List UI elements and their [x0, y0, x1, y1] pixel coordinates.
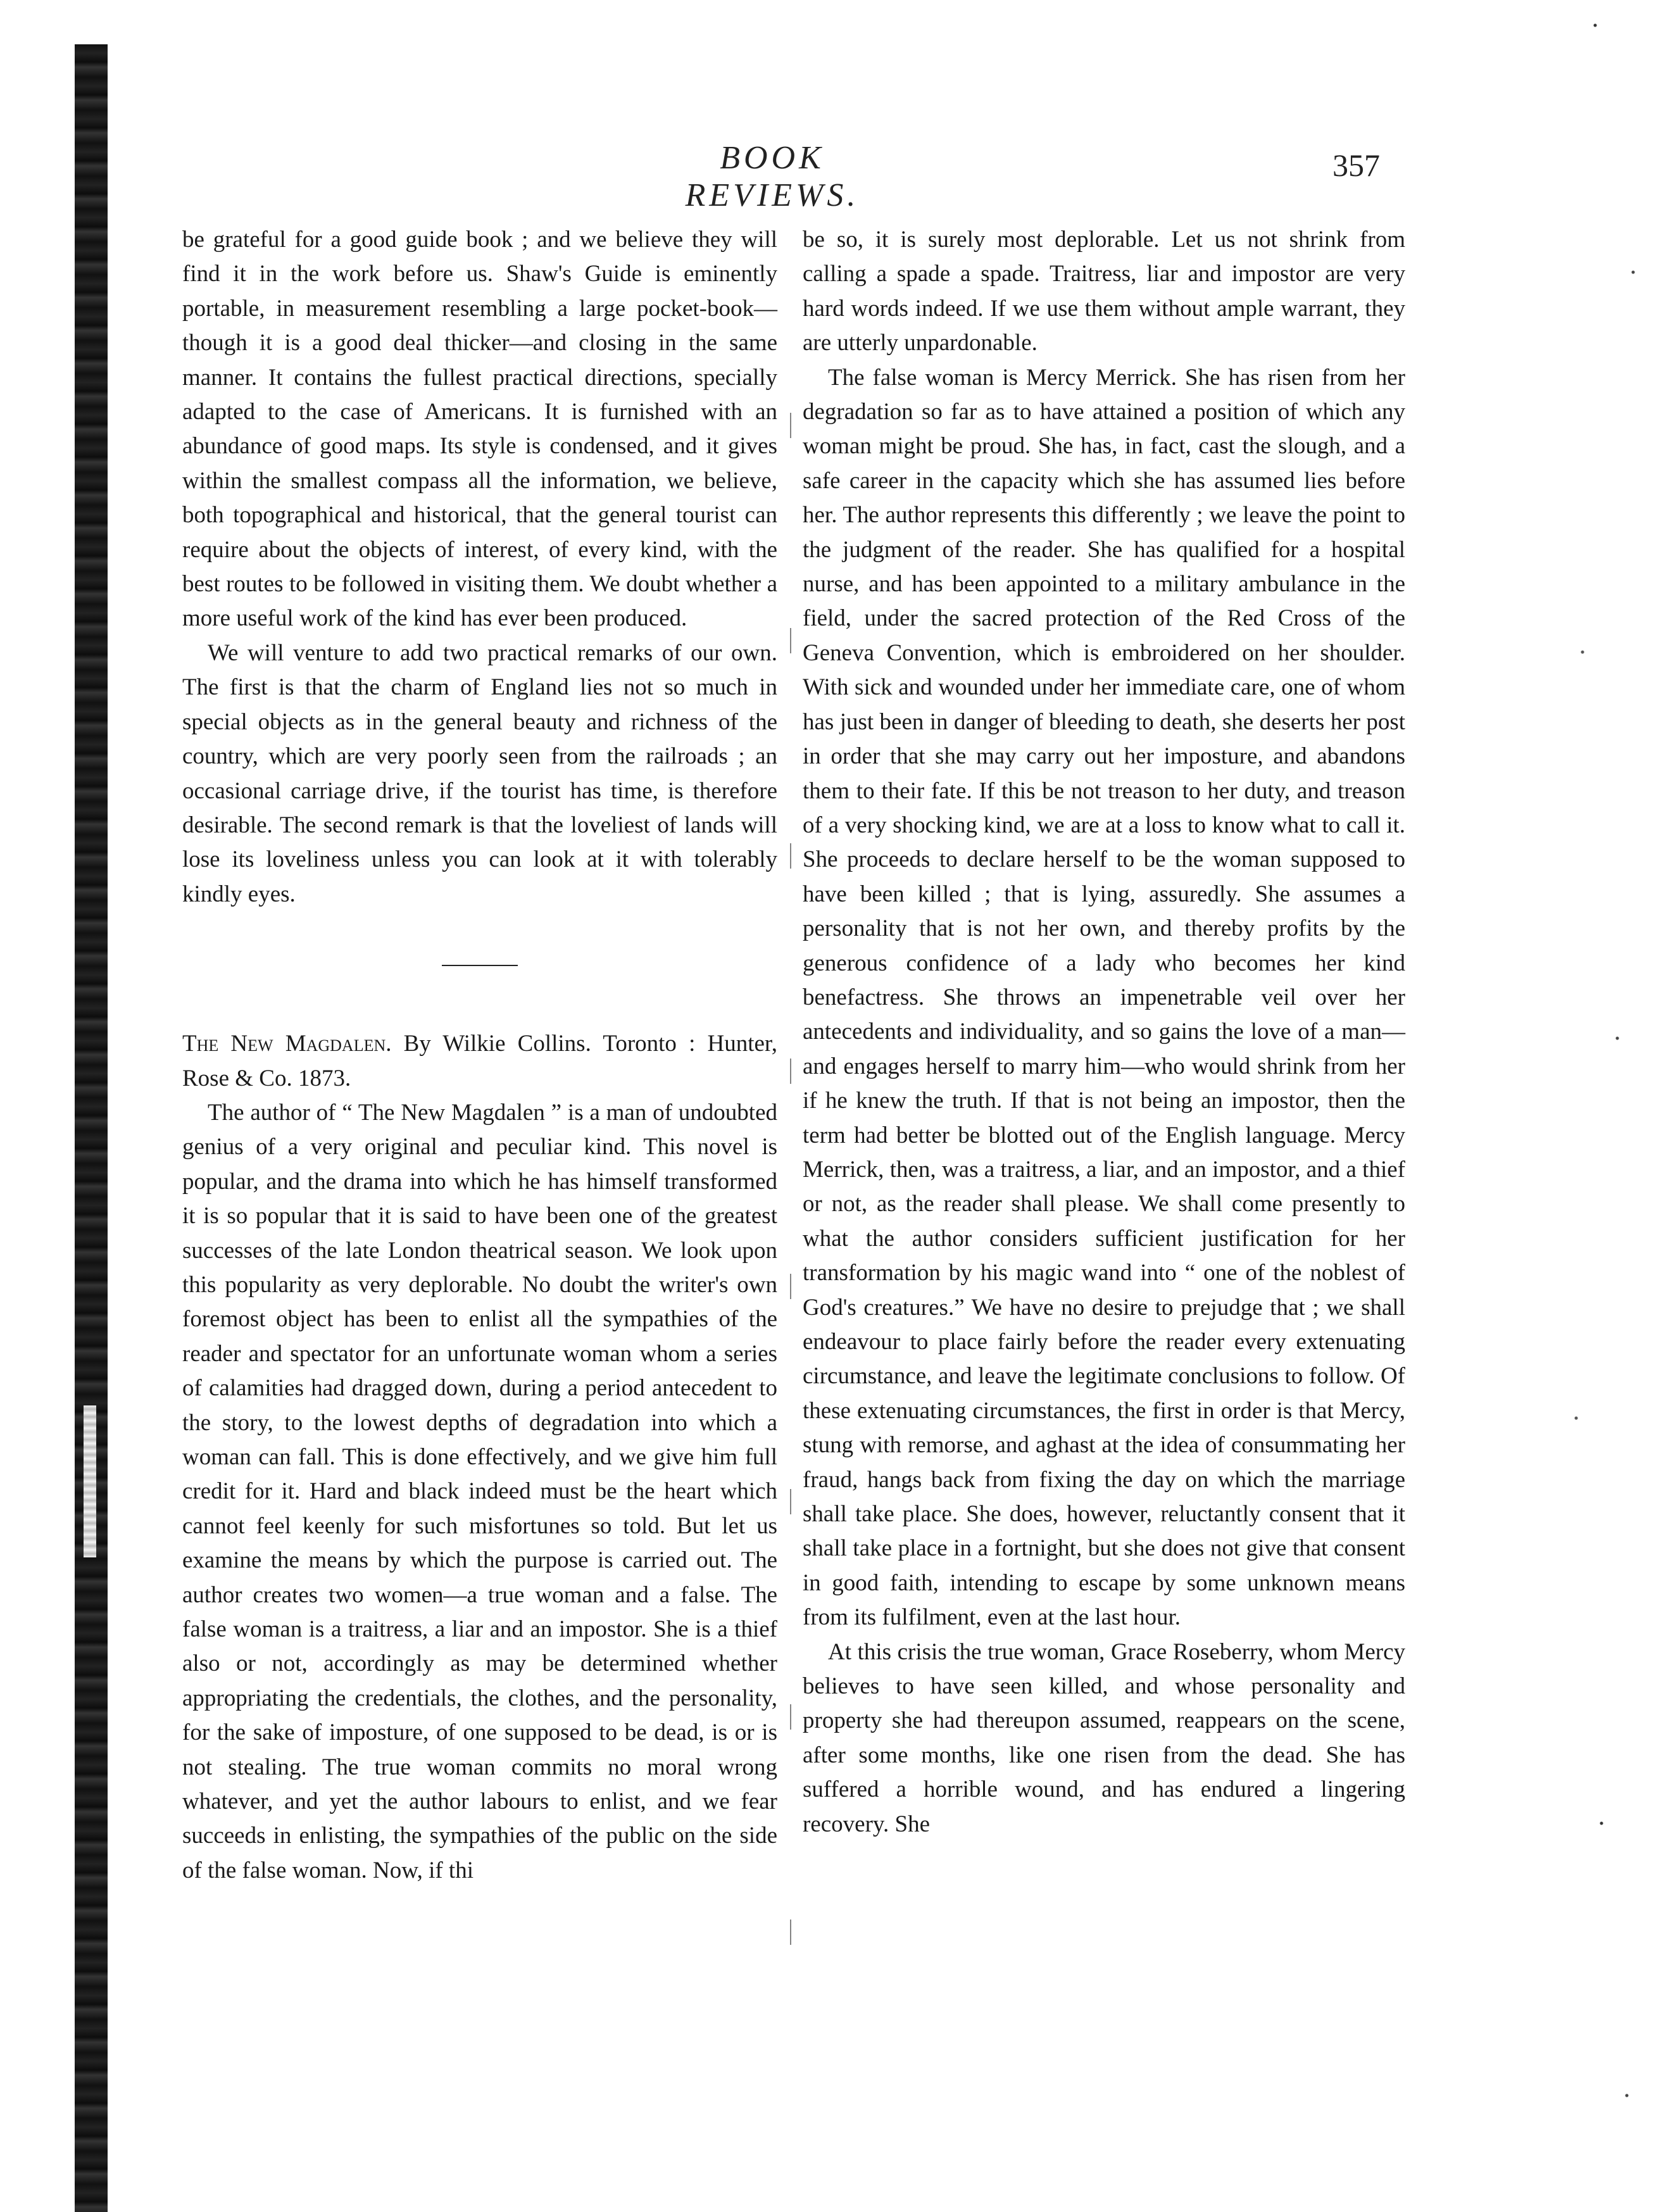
- review-heading-details: By Wilkie Collins. Toronto : Hunter, Rose & Co. 1873.: [182, 1031, 778, 1091]
- right-paragraph-2: The false woman is Mercy Merrick. She has risen from her degradation so far as to have attained a position of which any woman might be proud. She has, in fact, cast the slough, and a safe career in the capacity which she has assumed lies before her. The author represents this differently ; we leave the point to the judgment of the reader. She has qualified for a hospital nurse, and has been appointed to a military ambulance in the field, under the sacred protection of the Red Cross of the Geneva Convention, which is embroidered on her shoulder. With sick and wounded under her immediate care, one of whom has just been in danger of bleeding to death, she deserts her post in order that she may carry out her imposture, and abandons them to their fate. If this be not treason to her duty, and treason of a very shocking kind, we are at a loss to know what to call it. She proceeds to declare herself to be the woman supposed to have been killed ; that is lying, assuredly. She assumes a personality that is not her own, and thereby profits by the generous confidence of a lady who becomes her kind benefactress. She throws an impenetrable veil over her antecedents and individuality, and so gains the love of a man—and engages herself to marry him—who would shrink from her if he knew the truth. If that is not being an impostor, then the term had better be blotted out of the English language. Mercy Merrick, then, was a traitress, a liar, and an impostor, and a thief or not, as the reader shall please. We shall come presently to what the author considers sufficient justification for her transformation by his magic wand into “ one of the noblest of God's creatures.” We have no desire to prejudge that ; we shall endeavour to place fairly before the reader every extenuating circumstance, and leave the legitimate conclusions to follow. Of these extenuating circumstances, the first in order is that Mercy, stung with remorse, and aghast at the idea of consummating her fraud, hangs back from fixing the day on which the marriage shall take place. She does, however, reluctantly consent that it shall take place in a fortnight, but she does not give that consent in good faith, intending to escape by some unknown means from its fulfilment, even at the last hour.: [803, 364, 1405, 1631]
- left-paragraph-2: We will venture to add two practical remarks of our own. The first is that the charm of England lies not so much in special objects as in the general beauty and richness of the country, which are very poorly seen from the railroads ; an occasional carriage drive, if the tourist has time, is therefore desirable. The second remark is that the loveliest of lands will lose its loveliness unless you can look at it with tolerably kindly eyes.: [182, 639, 777, 907]
- scan-margin-specks: [1557, 0, 1671, 2212]
- column-divider: [790, 223, 791, 2135]
- left-column: [182, 223, 777, 1888]
- page-number: 357: [1332, 148, 1380, 183]
- left-paragraph-1: be grateful for a good guide book ; and we believe they will find it in the work before us. Shaw's Guide is eminently portable, in measurement resembling a large pocket-book—though it is a good deal thicker—and closing in the same manner. It contains the fullest practical directions, specially adapted to the case of Americans. It is furnished with an abundance of good maps. Its style is condensed, and it gives within the smallest compass all the information, we believe, both topographical and historical, that the general tourist can require about the objects of interest, of every kind, with the best routes to be followed in visiting them. We doubt whether a more useful work of the kind has ever been produced.: [182, 227, 777, 632]
- section-divider-rule: [442, 965, 518, 966]
- review-heading-title: The New Magdalen.: [182, 1031, 392, 1057]
- right-paragraph-1: be so, it is surely most deplorable. Let us not shrink from calling a spade a spade. Traitress, liar and impostor are very hard words indeed. If we use them without ample warrant, they are utterly unpardonable.: [803, 227, 1405, 356]
- left-paragraph-3: The author of “ The New Magdalen ” is a man of undoubted genius of a very original and peculiar kind. This novel is popular, and the drama into which he has himself transformed it is so popular that it is said to have been one of the greatest successes of the late London theatrical season. We look upon this popularity as very deplorable. No doubt the writer's own foremost object has been to enlist all the sympathies of the reader and spectator for an unfortunate woman whom a series of calamities had dragged down, during a period antecedent to the story, to the lowest depths of degradation into which a woman can fall. This is done effectively, and we give him full credit for it. Hard and black indeed must be the heart which cannot feel keenly for such misfortunes so told. But let us examine the means by which the purpose is carried out. The author creates two women—a true woman and a false. The false woman is a traitress, a liar and an impostor. She is a thief also or not, accordingly as may be determined whether appropriating the credentials, the clothes, and the personality, for the sake of imposture, of one supposed to be dead, is or is not stealing. The true woman commits no moral wrong whatever, and yet the author labours to enlist, and we fear succeeds in enlisting, the sympathies of the public on the side of the false woman. Now, if thi: [182, 1099, 777, 1883]
- right-paragraph-3: At this crisis the true woman, Grace Roseberry, whom Mercy believes to have seen killed, and whose personality and property she had thereupon assumed, reappears on the scene, after some months, like one risen from the dead. She has suffered a horrible wound, and has endured a lingering recovery. She: [803, 1638, 1405, 1837]
- book-binding-edge: [75, 44, 108, 2212]
- review-heading: [182, 1027, 777, 1096]
- running-head-title: BOOK REVIEWS.: [685, 140, 860, 213]
- right-column: [803, 223, 1405, 1842]
